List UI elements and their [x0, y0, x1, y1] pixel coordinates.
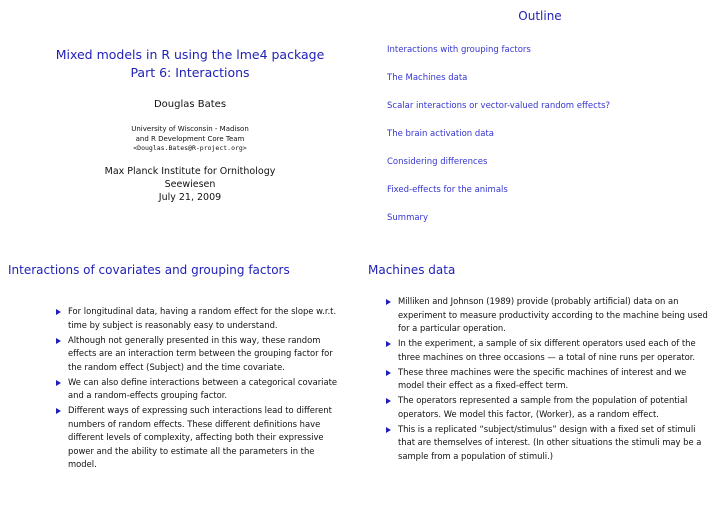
interactions-slide — [0, 255, 360, 510]
bullet-triangle-icon — [386, 370, 391, 376]
bullet-triangle-icon — [56, 338, 61, 344]
outline-item-summary[interactable]: Summary — [387, 213, 429, 223]
bullet-triangle-icon — [56, 309, 61, 315]
outline-slide — [360, 0, 720, 255]
venue-line-1: Max Planck Institute for Ornithology — [104, 166, 276, 177]
bullet-triangle-icon — [386, 398, 391, 404]
title-line-2: Part 6: Interactions — [130, 65, 250, 80]
machines-slide — [360, 255, 720, 510]
bullet-item — [398, 295, 710, 336]
author-name: Douglas Bates — [153, 99, 227, 110]
bullet-text: This is a replicated “subject/stimulus” design with a fixed set of stimuli that are themselves of interest. (In other situations the stimuli may be a sample from a population of stimuli.) — [398, 423, 702, 461]
bullet-item — [398, 366, 710, 393]
bullet-item — [68, 404, 340, 472]
bullet-text: Milliken and Johnson (1989) provide (probably artificial) data on an experiment to measure productivity according to the machine being used for a particular operation. — [398, 296, 708, 333]
outline-item-brain-data[interactable]: The brain activation data — [387, 129, 495, 139]
bullet-triangle-icon — [56, 408, 61, 414]
title-line-1: Mixed models in R using the lme4 package — [55, 47, 325, 62]
bullet-triangle-icon — [386, 299, 391, 305]
affiliation-line-1: University of Wisconsin - Madison — [131, 125, 249, 133]
bullet-item — [68, 334, 340, 375]
venue — [0, 165, 380, 204]
outline-item-machines[interactable]: The Machines data — [387, 73, 468, 83]
bullet-text: The operators represented a sample from the population of potential operators. We model this factor, (Worker), as a random effect. — [398, 395, 688, 419]
bullet-text: For longitudinal data, having a random effect for the slope w.r.t. time by subject is reasonably easy to understand. — [68, 306, 337, 330]
venue-line-2: Seewiesen — [164, 179, 216, 190]
affiliation — [0, 125, 380, 154]
bullet-item — [68, 305, 340, 332]
title-slide — [0, 0, 360, 255]
presentation-date: July 21, 2009 — [158, 192, 222, 203]
outline-item-fixed-effects[interactable]: Fixed-effects for the animals — [387, 185, 508, 195]
machines-bullet-list — [398, 295, 710, 465]
bullet-triangle-icon — [386, 427, 391, 433]
outline-item-differences[interactable]: Considering differences — [387, 157, 488, 167]
bullet-triangle-icon — [386, 341, 391, 347]
bullet-item — [398, 423, 710, 464]
bullet-text: These three machines were the specific machines of interest and we model their effect as a fixed-effect term. — [398, 366, 687, 390]
bullet-text: Although not generally presented in this way, these random effects are an interaction term between the grouping factor for the random effect (Subject) and the time covariate. — [68, 334, 333, 372]
bullet-item — [398, 394, 710, 421]
bullet-item — [68, 376, 340, 403]
outline-list — [387, 40, 610, 236]
bullet-text: We can also define interactions between a categorical covariate and a random-effects grouping factor. — [68, 376, 338, 400]
outline-item-scalar-vs-vector[interactable]: Scalar interactions or vector-valued random effects? — [387, 101, 611, 111]
bullet-item — [398, 337, 710, 364]
bullet-text: Different ways of expressing such interactions lead to different numbers of random effects. These different definitions have different levels of complexity, affecting both their expressive power and the ability to estimate all the parameters in the model. — [68, 405, 332, 469]
outline-item-interactions[interactable]: Interactions with grouping factors — [387, 45, 531, 55]
bullet-text: In the experiment, a sample of six different operators used each of the three machines on three occasions — a total of nine runs per operator. — [398, 338, 696, 362]
email-address: <Douglas.Bates@R-project.org> — [133, 144, 247, 152]
bullet-triangle-icon — [56, 380, 61, 386]
interactions-heading: Interactions of covariates and grouping factors — [8, 263, 290, 277]
machines-heading: Machines data — [368, 263, 456, 277]
interactions-bullet-list — [68, 305, 340, 473]
presentation-title — [0, 46, 380, 82]
affiliation-line-2: and R Development Core Team — [135, 134, 245, 143]
outline-heading: Outline — [518, 9, 562, 23]
